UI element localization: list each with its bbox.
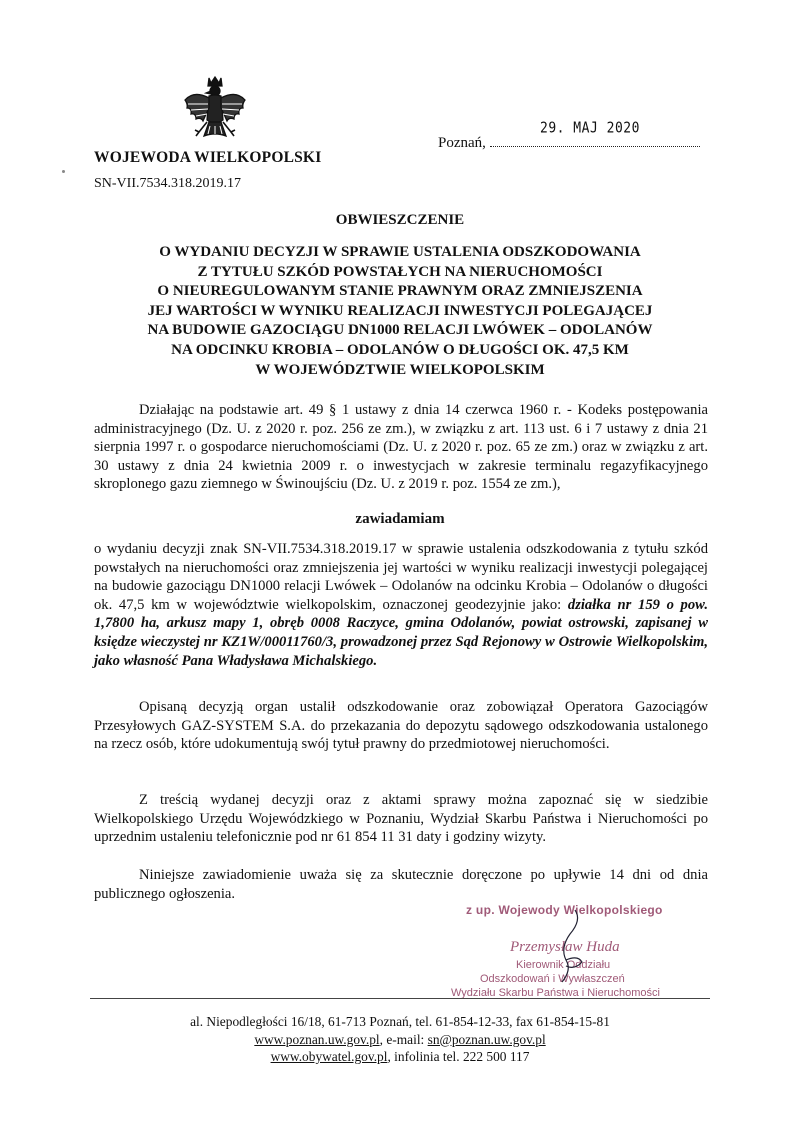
document-title: OBWIESZCZENIE [335,212,465,228]
subject-heading [100,243,700,380]
legal-basis-paragraph: Działając na podstawie art. 49 § 1 ustawy z dnia 14 czerwca 1960 r. - Kodeks postępowania administracyjnego (Dz. U. z 2020 r. poz. 256 ze zm.), w związku z art. 113 ust. 6 i 7 ustawy z dnia 21 sierpnia 1997 r. o gospodarce nieruchomościami (Dz. U. z 2020 r. poz. 65 ze zm.) oraz w związku z art. 30 ustawy z dnia 24 kwietnia 2009 r. o inwestycjach w zakresie terminalu regazyfikacyjnego skroplonego gazu ziemnego w Świnoujściu (Dz. U. z 2019 r. poz. 1554 ze zm.), [94,402,708,493]
stamp-role: Odszkodowań i Wywłaszczeń [480,973,625,985]
stamp-name: Przemysław Huda [510,939,620,955]
date-stamp: 29. MAJ 2020 [540,119,640,138]
delivery-paragraph: Niniejsze zawiadomienie uważa się za skutecznie doręczone po upływie 14 dni od dnia publicznego ogłoszenia. [94,867,708,902]
hotline-text: , infolinia tel. 222 500 117 [387,1049,530,1064]
decision-paragraph [94,540,708,670]
date-dotted-line [490,134,700,147]
subject-line: Z TYTUŁU SZKÓD POWSTAŁYCH NA NIERUCHOMOŚCI [197,263,603,280]
subject-line: NA BUDOWIE GAZOCIĄGU DN1000 RELACJI LWÓWEK – ODOLANÓW [147,322,653,339]
subject-line: O WYDANIU DECYZJI W SPRAWIE USTALENIA ODSZKODOWANIA [159,244,641,260]
subject-line: JEJ WARTOŚCI W WYNIKU REALIZACJI INWESTYCJI POLEGAJĄCEJ [147,302,653,319]
handwritten-signature [520,900,610,990]
inspection-paragraph: Z treścią wydanej decyzji oraz z aktami sprawy można zapoznać się w siedzibie Wielkopolskiego Urzędu Wojewódzkiego w Poznaniu, Wydział Skarbu Państwa i Nieruchomości po uprzednim ustaleniu telefonicznie pod nr 61 854 11 31 daty i godziny wizyty. [94,792,708,846]
place-date-line [438,134,700,152]
subject-line: W WOJEWÓDZTWIE WIELKOPOLSKIM [255,361,545,378]
parcel-description: działka nr 159 o pow. 1,7800 ha, arkusz mapy 1, obręb 0008 Raczyce, gmina Odolanów, powiat ostrowski, zapisanej w księdze wieczystej nr KZ1W/00011760/3, prowadzonej przez Sąd Rejonowy w Ostrowie Wielkopolskim, jako własność Pana Władysława Michalskiego. [94,596,708,669]
announcement-word: zawiadamiam [355,511,445,527]
stamp-role: Wydziału Skarbu Państwa i Nieruchomości [451,987,660,999]
website-link[interactable]: www.poznan.uw.gov.pl [254,1031,380,1047]
place-label: Poznań, [438,135,486,151]
stamp-on-behalf: z up. Wojewody Wielkopolskiego [466,903,663,917]
portal-link[interactable]: www.obywatel.gov.pl [270,1049,388,1064]
decision-text: o wydaniu decyzji znak SN-VII.7534.318.2019.17 w sprawie ustalenia odszkodowania z tytułu szkód powstałych na nieruchomości oraz zmniejszenia jej wartości w wyniku realizacji inwestycji polegającej na budowie gazociągu DN1000 relacji Lwówek – Odolanów na odcinku Krobia – Odolanów o długości ok. 47,5 km w województwie wielkopolskim, oznaczonej geodezyjnie jako: [94,541,708,613]
issuing-authority: WOJEWODA WIELKOPOLSKI [94,149,322,166]
footer-address: al. Niepodległości 16/18, 61-713 Poznań, tel. 61-854-12-33, fax 61-854-15-81 [190,1014,610,1029]
footer-contact [0,1031,800,1049]
footer-portal [0,1048,800,1066]
polish-eagle-icon [182,74,248,152]
obligation-paragraph: Opisaną decyzją organ ustalił odszkodowanie oraz zobowiązał Operatora Gazociągów Przesyłowych GAZ-SYSTEM S.A. do przekazania do depozytu sądowego odszkodowania ustalonego na rzecz osób, które udokumentują swój tytuł prawny do przedmiotowej nieruchomości. [94,699,708,753]
case-number: SN-VII.7534.318.2019.17 [94,176,241,191]
scan-dot [62,170,65,173]
subject-line: NA ODCINKU KROBIA – ODOLANÓW O DŁUGOŚCI OK. 47,5 KM [171,341,629,358]
stamp-role: Kierownik Oddziału [516,959,611,971]
email-link[interactable]: sn@poznan.uw.gov.pl [427,1031,546,1047]
footer [0,1013,800,1066]
footer-divider [90,998,710,999]
subject-line: O NIEUREGULOWANYM STANIE PRAWNYM ORAZ ZMNIEJSZENIA [157,283,643,300]
email-label: , e-mail: [379,1031,428,1047]
